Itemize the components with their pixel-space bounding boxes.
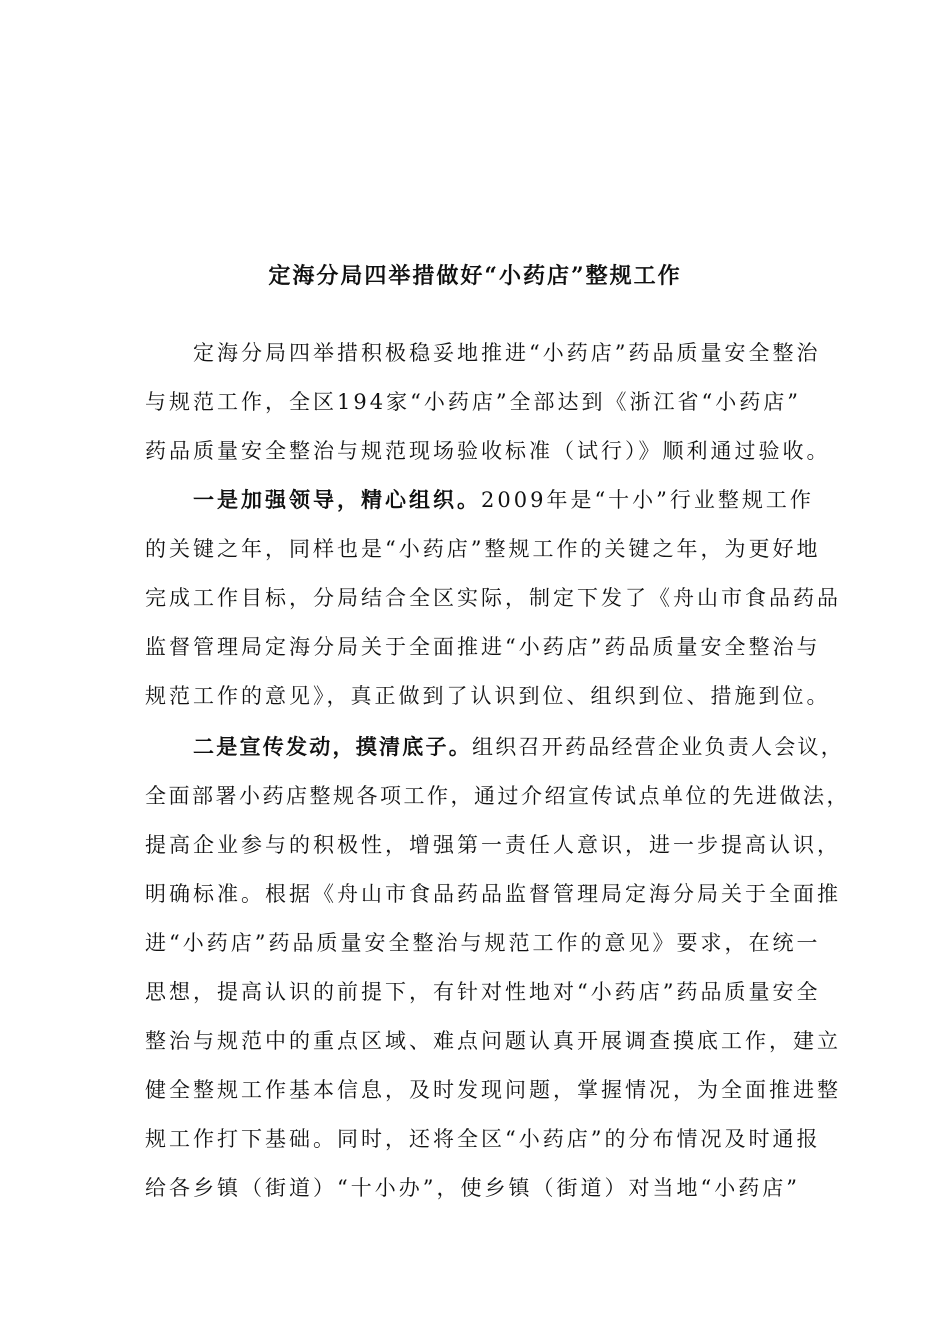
paragraph-line: 提高企业参与的积极性，增强第一责任人意识，进一步提高认识， — [145, 833, 841, 857]
paragraph-line: 进“小药店”药品质量安全整治与规范工作的意见》要求，在统一 — [145, 931, 821, 955]
paragraph-text: 2009年是“十小”行业整规工作 — [481, 488, 814, 512]
paragraph-line: 明确标准。根据《舟山市食品药品监督管理局定海分局关于全面推 — [145, 882, 841, 906]
paragraph-line: 定海分局四举措积极稳妥地推进“小药店”药品质量安全整治 — [193, 341, 821, 365]
paragraph-line: 给各乡镇（街道）“十小办”，使乡镇（街道）对当地“小药店” — [145, 1176, 800, 1200]
paragraph-line: 完成工作目标，分局结合全区实际，制定下发了《舟山市食品药品 — [145, 586, 841, 610]
section-heading: 一是加强领导，精心组织。 — [193, 487, 481, 512]
paragraph-line: 规范工作的意见》，真正做到了认识到位、组织到位、措施到位。 — [145, 684, 831, 708]
paragraph-line: 健全整规工作基本信息，及时发现问题，掌握情况，为全面推进整 — [145, 1078, 841, 1102]
paragraph-line: 与规范工作，全区194家“小药店”全部达到《浙江省“小药店” — [145, 390, 802, 414]
document-title: 定海分局四举措做好“小药店”整规工作 — [268, 263, 682, 289]
paragraph-line: 监督管理局定海分局关于全面推进“小药店”药品质量安全整治与 — [145, 635, 821, 659]
paragraph-line: 思想，提高认识的前提下，有针对性地对“小药店”药品质量安全 — [145, 980, 821, 1004]
paragraph-line: 规工作打下基础。同时，还将全区“小药店”的分布情况及时通报 — [145, 1127, 821, 1151]
paragraph-line: 药品质量安全整治与规范现场验收标准（试行）》顺利通过验收。 — [145, 439, 831, 463]
paragraph-text: 组织召开药品经营企业负责人会议， — [472, 735, 844, 759]
section-heading: 二是宣传发动，摸清底子。 — [193, 734, 472, 759]
paragraph-line — [193, 480, 814, 520]
paragraph-line: 整治与规范中的重点区域、难点问题认真开展调查摸底工作，建立 — [145, 1029, 841, 1053]
paragraph-line — [193, 727, 844, 767]
paragraph-line: 的关键之年，同样也是“小药店”整规工作的关键之年，为更好地 — [145, 537, 821, 561]
paragraph-line: 全面部署小药店整规各项工作，通过介绍宣传试点单位的先进做法， — [145, 784, 850, 808]
